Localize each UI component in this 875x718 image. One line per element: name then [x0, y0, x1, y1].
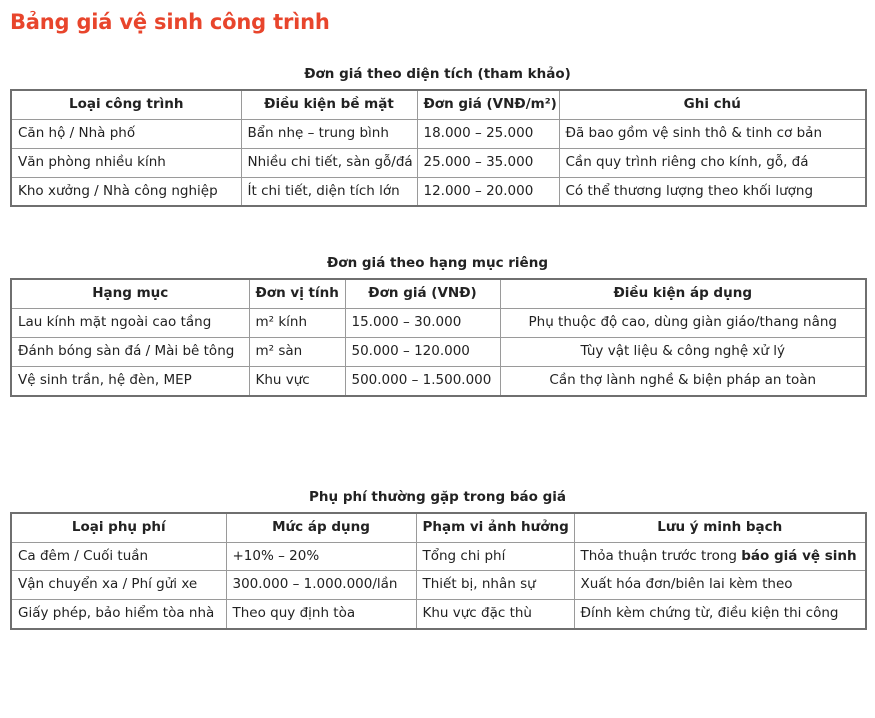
column-header: Mức áp dụng	[226, 513, 416, 542]
price-by-area-table	[10, 89, 867, 207]
table-cell: Đính kèm chứng từ, điều kiện thi công	[574, 600, 866, 629]
table-cell: Xuất hóa đơn/biên lai kèm theo	[574, 571, 866, 600]
table-cell: Căn hộ / Nhà phố	[11, 119, 241, 148]
column-header: Lưu ý minh bạch	[574, 513, 866, 542]
table-cell: Vệ sinh trần, hệ đèn, MEP	[11, 366, 249, 395]
table-cell: Văn phòng nhiều kính	[11, 148, 241, 177]
table-row	[11, 542, 866, 571]
column-header: Hạng mục	[11, 279, 249, 308]
table-cell: m² kính	[249, 309, 345, 338]
table-cell: Bẩn nhẹ – trung bình	[241, 119, 417, 148]
table-cell: Lau kính mặt ngoài cao tầng	[11, 309, 249, 338]
table-row	[11, 177, 866, 206]
table-header-row	[11, 279, 866, 308]
table-cell: Ít chi tiết, diện tích lớn	[241, 177, 417, 206]
table-row	[11, 571, 866, 600]
table-cell: 15.000 – 30.000	[345, 309, 500, 338]
price-by-area-block	[10, 66, 865, 207]
table-cell: 12.000 – 20.000	[417, 177, 559, 206]
price-by-item-block	[10, 255, 865, 396]
price-by-item-table	[10, 278, 867, 396]
table-cell: Đã bao gồm vệ sinh thô & tinh cơ bản	[559, 119, 866, 148]
table-cell: Cần quy trình riêng cho kính, gỗ, đá	[559, 148, 866, 177]
table-caption: Đơn giá theo hạng mục riêng	[327, 255, 548, 272]
table-row	[11, 148, 866, 177]
column-header: Loại phụ phí	[11, 513, 226, 542]
table-caption: Phụ phí thường gặp trong báo giá	[309, 488, 566, 505]
table-cell: Khu vực đặc thù	[416, 600, 574, 629]
table-cell: +10% – 20%	[226, 542, 416, 571]
column-header: Đơn giá (VNĐ/m²)	[417, 90, 559, 119]
table-cell: 18.000 – 25.000	[417, 119, 559, 148]
table-row	[11, 366, 866, 395]
table-cell: Khu vực	[249, 366, 345, 395]
column-header: Ghi chú	[559, 90, 866, 119]
table-cell: Ca đêm / Cuối tuần	[11, 542, 226, 571]
table-cell: Cần thợ lành nghề & biện pháp an toàn	[500, 366, 866, 395]
table-cell: m² sàn	[249, 338, 345, 367]
table-cell: Đánh bóng sàn đá / Mài bê tông	[11, 338, 249, 367]
column-header: Đơn vị tính	[249, 279, 345, 308]
table-header-row	[11, 90, 866, 119]
surcharge-block	[10, 489, 865, 630]
table-cell: Kho xưởng / Nhà công nghiệp	[11, 177, 241, 206]
table-cell: Vận chuyển xa / Phí gửi xe	[11, 571, 226, 600]
table-cell: 25.000 – 35.000	[417, 148, 559, 177]
surcharge-table	[10, 512, 867, 630]
column-header: Phạm vi ảnh hưởng	[416, 513, 574, 542]
table-cell-emphasized: Thỏa thuận trước trong báo giá vệ sinh	[574, 542, 866, 571]
table-cell: Tổng chi phí	[416, 542, 574, 571]
column-header: Điều kiện áp dụng	[500, 279, 866, 308]
page-title: Bảng giá vệ sinh công trình	[10, 10, 330, 34]
table-row	[11, 600, 866, 629]
table-row	[11, 119, 866, 148]
document-page	[0, 10, 875, 630]
table-cell: 50.000 – 120.000	[345, 338, 500, 367]
table-cell: 500.000 – 1.500.000	[345, 366, 500, 395]
table-cell: Theo quy định tòa	[226, 600, 416, 629]
table-cell: Phụ thuộc độ cao, dùng giàn giáo/thang nâng	[500, 309, 866, 338]
table-cell: 300.000 – 1.000.000/lần	[226, 571, 416, 600]
table-cell: Thiết bị, nhân sự	[416, 571, 574, 600]
column-header: Loại công trình	[11, 90, 241, 119]
table-cell: Giấy phép, bảo hiểm tòa nhà	[11, 600, 226, 629]
table-cell: Tùy vật liệu & công nghệ xử lý	[500, 338, 866, 367]
table-cell: Nhiều chi tiết, sàn gỗ/đá	[241, 148, 417, 177]
column-header: Điều kiện bề mặt	[241, 90, 417, 119]
table-row	[11, 309, 866, 338]
column-header: Đơn giá (VNĐ)	[345, 279, 500, 308]
table-row	[11, 338, 866, 367]
table-header-row	[11, 513, 866, 542]
table-cell: Có thể thương lượng theo khối lượng	[559, 177, 866, 206]
table-caption: Đơn giá theo diện tích (tham khảo)	[304, 66, 571, 82]
